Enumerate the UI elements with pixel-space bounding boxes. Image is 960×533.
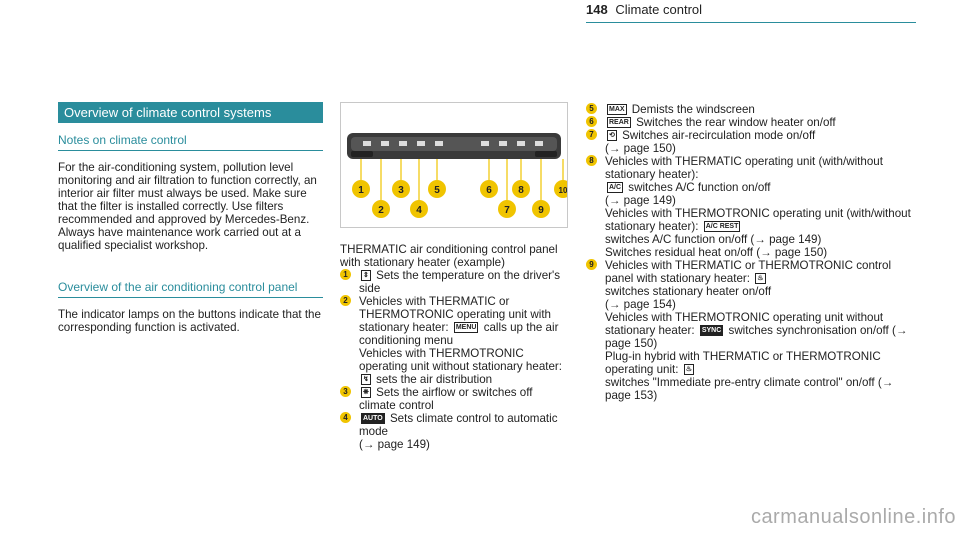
item-text: calls up the air conditioning menu xyxy=(359,321,559,347)
page-reference: (→ page 150) xyxy=(605,142,676,155)
item-text: Demists the windscreen xyxy=(631,103,755,116)
item-text: switches stationary heater on/off xyxy=(605,285,772,298)
temperature-icon: ⇕ xyxy=(363,272,369,280)
recirculation-icon: ⟲ xyxy=(609,132,615,140)
page-reference: (→ page 154) xyxy=(605,298,676,311)
ac-icon: A/C xyxy=(609,184,622,192)
callout-1: 1 xyxy=(358,185,364,196)
middle-column xyxy=(340,243,572,451)
overview-text: The indicator lamps on the buttons indicate that the corresponding function is activated. xyxy=(58,308,321,334)
max-defrost-icon: MAX xyxy=(609,106,625,114)
item-text: Sets climate control to automatic mode xyxy=(359,412,558,438)
callout-7: 7 xyxy=(504,205,510,216)
item-text: Sets the temperature on the driver's side xyxy=(359,269,561,295)
control-panel-figure xyxy=(340,102,568,228)
stationary-heater-icon: ♨ xyxy=(757,275,764,283)
callout-number: 5 xyxy=(586,103,597,114)
callout-5: 5 xyxy=(434,185,440,196)
item-text: switches synchronisation on/off (→ page 150) xyxy=(605,324,908,350)
list-item-9 xyxy=(586,259,916,402)
item-text: Vehicles with THERMOTRONIC operating unit without stationary heater: xyxy=(605,311,884,337)
callout-10: 10 xyxy=(558,186,567,195)
notes-heading: Notes on climate control xyxy=(58,133,323,151)
callout-4: 4 xyxy=(416,205,422,216)
notes-text: For the air-conditioning system, pollution level monitoring and air filtration to function correctly, an interior air filter must always be used. Make sure that the filter is installed correctly. Use filters recommended and approved by Mercedes-Benz. Always have maintenance work carried out at a qualified specialist workshop. xyxy=(58,161,317,252)
ac-rest-icon: A/C REST xyxy=(705,223,739,231)
callout-6: 6 xyxy=(486,185,492,196)
left-column xyxy=(58,102,323,334)
item-text: Switches the rear window heater on/off xyxy=(636,116,836,129)
callout-3: 3 xyxy=(398,185,404,196)
right-column xyxy=(586,103,916,402)
overview-heading: Overview of the air conditioning control panel xyxy=(58,280,323,298)
rear-window-icon: REAR xyxy=(609,119,629,127)
item-text: Vehicles with THERMATIC or THERMOTRONIC operating unit with stationary heater: xyxy=(359,295,551,334)
header-rule xyxy=(586,22,916,23)
list-item-7 xyxy=(586,129,916,155)
list-item-5 xyxy=(586,103,916,116)
item-text: switches A/C function on/off xyxy=(628,181,771,194)
item-text: Vehicles with THERMOTRONIC operating unit without stationary heater: xyxy=(359,347,563,373)
sync-icon: SYNC xyxy=(701,327,722,335)
callout-9: 9 xyxy=(538,205,544,216)
page-header xyxy=(586,2,702,17)
control-panel-illustration xyxy=(341,103,567,227)
callout-number: 4 xyxy=(340,412,351,423)
list-item-4 xyxy=(340,412,572,451)
callout-number: 2 xyxy=(340,295,351,306)
page-number: 148 xyxy=(586,2,608,17)
item-text: Vehicles with THERMOTRONIC operating unit (with/without stationary heater): xyxy=(605,207,911,233)
section-banner: Overview of climate control systems xyxy=(58,102,323,123)
item-text: Vehicles with THERMATIC or THERMOTRONIC control panel with stationary heater: xyxy=(605,259,892,285)
list-item-3 xyxy=(340,386,572,412)
figure-caption: THERMATIC air conditioning control panel with stationary heater (example) xyxy=(340,243,558,269)
callout-number: 6 xyxy=(586,116,597,127)
callout-number: 8 xyxy=(586,155,597,166)
section-title: Climate control xyxy=(615,2,703,17)
list-item-6 xyxy=(586,116,916,129)
item-text: Plug-in hybrid with THERMATIC or THERMOTRONIC operating unit: xyxy=(605,350,881,376)
list-item-8 xyxy=(586,155,916,259)
callout-number: 1 xyxy=(340,269,351,280)
item-text: switches A/C function on/off (→ page 149) xyxy=(605,233,822,246)
watermark: carmanualsonline.info xyxy=(750,506,956,528)
fan-icon: ❋ xyxy=(363,389,369,397)
item-text: Vehicles with THERMATIC operating unit (with/without stationary heater): xyxy=(605,155,883,181)
list-item-1 xyxy=(340,269,572,295)
item-text: Switches residual heat on/off (→ page 150) xyxy=(605,246,828,259)
callout-2: 2 xyxy=(378,205,384,216)
item-text: Sets the airflow or switches off climate control xyxy=(359,386,533,412)
callout-number: 9 xyxy=(586,259,597,270)
auto-icon: AUTO xyxy=(363,415,383,423)
callout-8: 8 xyxy=(518,185,524,196)
pre-entry-climate-icon: ♨ xyxy=(685,366,692,374)
item-text: Switches air-recirculation mode on/off xyxy=(622,129,816,142)
item-text: switches "Immediate pre-entry climate control" on/off (→ page 153) xyxy=(605,376,894,402)
air-distribution-icon: ↯ xyxy=(363,376,369,384)
page-reference: (→ page 149) xyxy=(359,438,430,451)
menu-icon: MENU xyxy=(455,324,477,332)
callout-number: 7 xyxy=(586,129,597,140)
callout-number: 3 xyxy=(340,386,351,397)
page-reference: (→ page 149) xyxy=(605,194,676,207)
list-item-2 xyxy=(340,295,572,386)
item-text: sets the air distribution xyxy=(376,373,493,386)
